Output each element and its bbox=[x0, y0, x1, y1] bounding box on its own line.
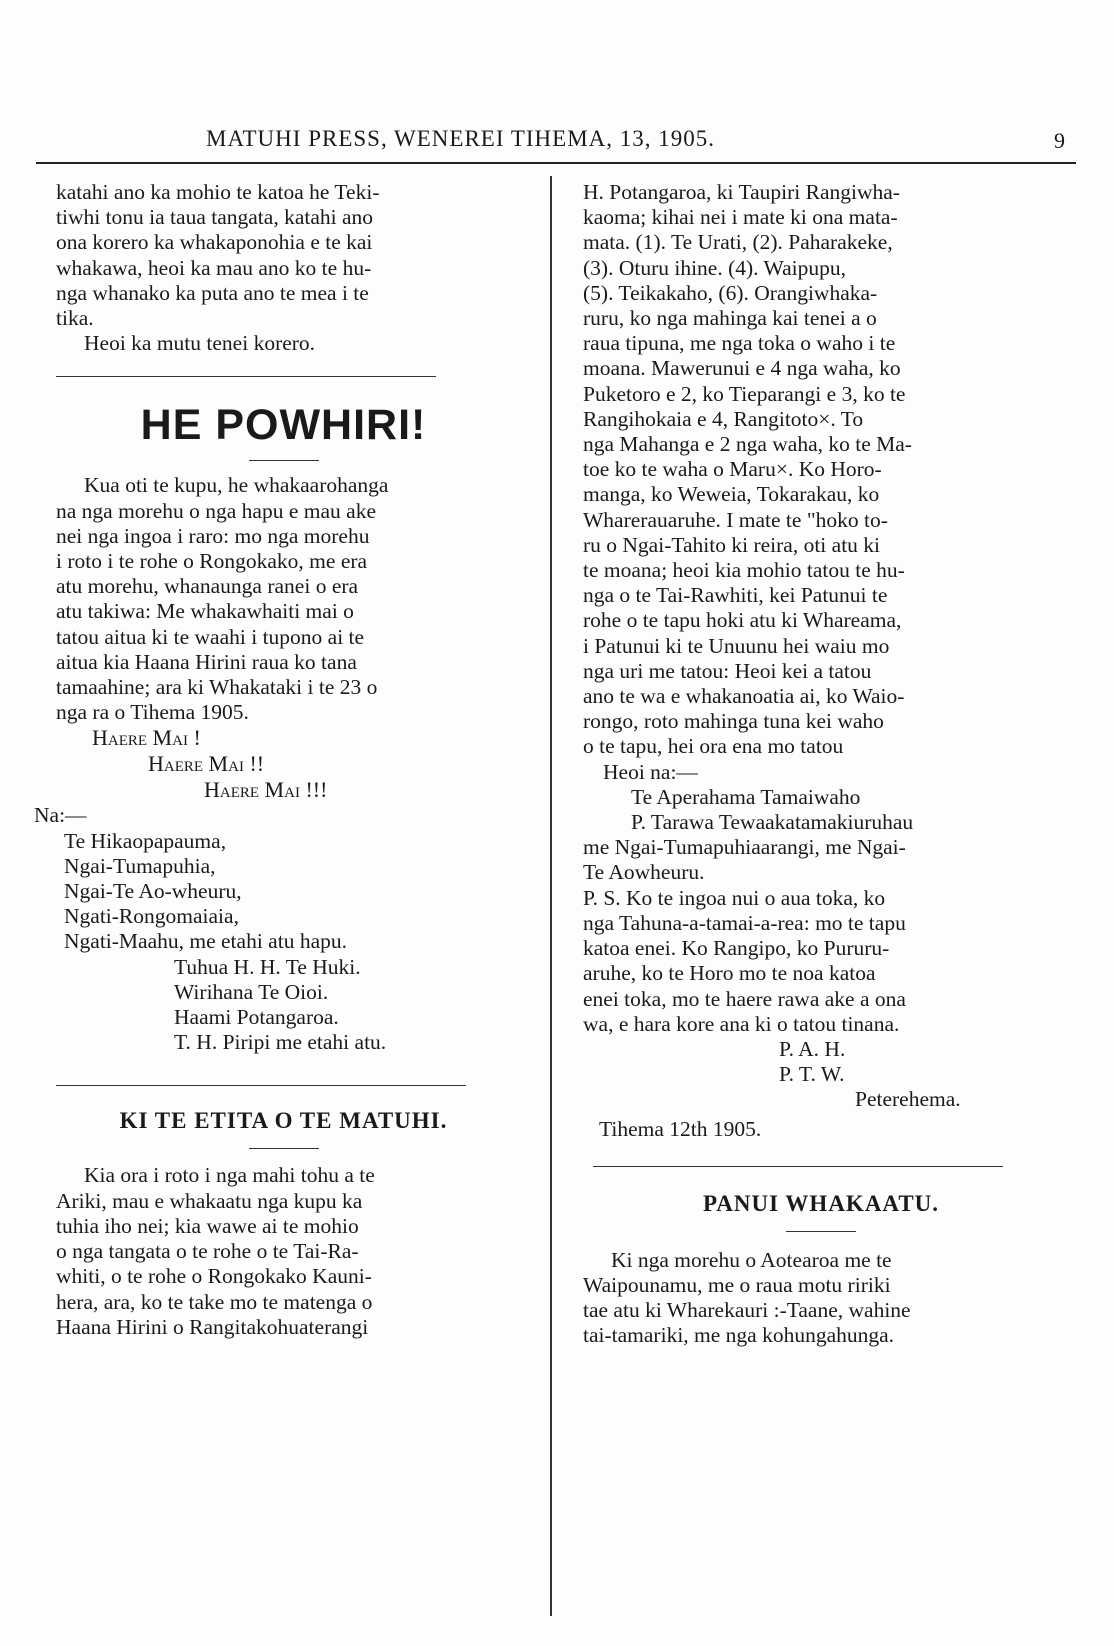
text-line: Rangihokaia e 4, Rangitoto×. To bbox=[583, 406, 864, 431]
text-line: H. Potangaroa, ki Taupiri Rangiwha- bbox=[583, 180, 900, 204]
page-number: 9 bbox=[1054, 128, 1066, 153]
letter-signer: P. Tarawa Tewaakatamakiuruhau bbox=[631, 810, 914, 835]
text-line: Haana Hirini o Rangitakohuaterangi bbox=[56, 1314, 369, 1339]
title-underline bbox=[249, 1148, 319, 1149]
text-line: Kua oti te kupu, he whakaarohanga bbox=[84, 473, 389, 498]
title-underline bbox=[786, 1231, 856, 1232]
text-line: tae atu ki Wharekauri :-Taane, wahine bbox=[583, 1298, 911, 1323]
text-line: katoa enei. Ko Rangipo, ko Pururu- bbox=[583, 936, 890, 961]
text-line: rohe o te tapu hoki atu ki Whareama, bbox=[583, 608, 902, 633]
text-line: Wharerauaruhe. I mate te "hoko to- bbox=[583, 507, 888, 532]
etita-title: KI TE ETITA O TE MATUHI. bbox=[119, 1108, 448, 1134]
text-line: Te Aowheuru. bbox=[583, 860, 705, 885]
text-line: nei nga ingoa i raro: mo nga morehu bbox=[56, 523, 370, 548]
signatory: Wirihana Te Oioi. bbox=[174, 979, 329, 1004]
text-line: raua tipuna, me nga toka o waho i te bbox=[583, 331, 896, 356]
text-line: Ki nga morehu o Aotearoa me te bbox=[611, 1247, 892, 1272]
text-line: nga ra o Tihema 1905. bbox=[56, 700, 249, 725]
text-line: Waipounamu, me o raua motu ririki bbox=[583, 1272, 891, 1297]
text-line: nga Tahuna-a-tamai-a-rea: mo te tapu bbox=[583, 910, 906, 935]
text-line: Kia ora i roto i nga mahi tohu a te bbox=[84, 1163, 375, 1188]
letter-signer: Te Aperahama Tamaiwaho bbox=[631, 784, 861, 809]
text-line: tiwhi tonu ia taua tangata, katahi ano bbox=[56, 205, 374, 230]
initials: P. T. W. bbox=[779, 1062, 845, 1087]
text-line: rongo, roto mahinga tuna kei waho bbox=[583, 709, 884, 734]
text-line: ona korero ka whakaponohia e te kai bbox=[56, 230, 373, 255]
signatory: Haami Potangaroa. bbox=[174, 1005, 339, 1030]
signatories bbox=[56, 955, 511, 1056]
text-line: aruhe, ko te Horo mo te noa katoa bbox=[583, 961, 876, 986]
hapu-list bbox=[56, 829, 511, 955]
intro-end-line: Heoi ka mutu tenei korero. bbox=[84, 331, 316, 356]
initials: P. A. H. bbox=[779, 1036, 846, 1061]
na-label: Na:— bbox=[34, 803, 87, 828]
text-line: tika. bbox=[56, 306, 94, 331]
hapu-item: Te Hikaopapauma, bbox=[64, 828, 227, 853]
text-line: hera, ara, ko te take mo te matenga o bbox=[56, 1289, 373, 1314]
postscript bbox=[583, 886, 1059, 1037]
text-line: i Patunui ki te Unuunu hei waiu mo bbox=[583, 633, 890, 658]
text-line: tamaahine; ara ki Whakataki i te 23 o bbox=[56, 675, 378, 700]
text-line: katahi ano ka mohio te katoa he Teki- bbox=[56, 180, 380, 204]
left-column bbox=[34, 180, 511, 1340]
text-line: nga Mahanga e 2 nga waha, ko te Ma- bbox=[583, 432, 912, 457]
text-line: whiti, o te rohe o Rongokako Kauni- bbox=[56, 1264, 372, 1289]
text-line: enei toka, mo te haere rawa ake a ona bbox=[583, 986, 906, 1011]
text-line: me Ngai-Tumapuhiaarangi, me Ngai- bbox=[583, 835, 906, 860]
text-line: mata. (1). Te Urati, (2). Paharakeke, bbox=[583, 230, 893, 255]
haere-mai-2: Haere Mai !! bbox=[148, 751, 265, 777]
panui-title: PANUI WHAKAATU. bbox=[702, 1190, 940, 1216]
text-line: ru o Ngai-Tahito ki reira, oti atu ki bbox=[583, 532, 881, 557]
text-line: o te tapu, hei ora ena mo tatou bbox=[583, 734, 844, 759]
text-line: te moana; heoi kia mohio tatou te hu- bbox=[583, 558, 905, 583]
text-line: tai-tamariki, me nga kohungahunga. bbox=[583, 1323, 895, 1348]
signatory: T. H. Piripi me etahi atu. bbox=[174, 1030, 387, 1055]
page-header bbox=[36, 118, 1076, 158]
text-line: atu morehu, whanaunga ranei o era bbox=[56, 574, 359, 599]
hapu-item: Ngai-Tumapuhia, bbox=[64, 853, 216, 878]
text-line: kaoma; kihai nei i mate ki ona mata- bbox=[583, 205, 898, 230]
text-line: Ariki, mau e whakaatu nga kupu ka bbox=[56, 1188, 363, 1213]
text-line: nga whanako ka puta ano te mea i te bbox=[56, 280, 369, 305]
right-column bbox=[583, 180, 1059, 1349]
haere-mai-1: Haere Mai ! bbox=[92, 725, 201, 751]
text-line: i roto i te rohe o Rongokako, me era bbox=[56, 549, 368, 574]
panui-body bbox=[583, 1248, 1059, 1349]
hapu-item: Ngati-Maahu, me etahi atu hapu. bbox=[64, 929, 347, 954]
letter-body bbox=[583, 180, 1059, 760]
text-line: whakawa, heoi ka mau ano ko te hu- bbox=[56, 255, 372, 280]
text-line: ano te wa e whakanoatia ai, ko Waio- bbox=[583, 684, 905, 709]
title-underline bbox=[249, 460, 319, 461]
text-line: ruru, ko nga mahinga kai tenei a o bbox=[583, 306, 877, 331]
text-line: manga, ko Weweia, Tokarakau, ko bbox=[583, 482, 880, 507]
signatory: Tuhua H. H. Te Huki. bbox=[174, 954, 361, 979]
text-line: Puketoro e 2, ko Tieparangi e 3, ko te bbox=[583, 381, 906, 406]
column-divider bbox=[550, 176, 552, 1616]
heoi-na: Heoi na:— bbox=[603, 759, 698, 784]
header-rule bbox=[36, 162, 1076, 164]
text-line: atu takiwa: Me whakawhaiti mai o bbox=[56, 599, 354, 624]
hapu-item: Ngati-Rongomaiaia, bbox=[64, 904, 239, 929]
powhiri-title: HE POWHIRI! bbox=[140, 401, 427, 450]
masthead-title: MATUHI PRESS, WENEREI TIHEMA, 13, 1905. bbox=[206, 126, 716, 151]
text-line: wa, e hara kore ana ki o tatou tinana. bbox=[583, 1011, 900, 1036]
text-line: moana. Mawerunui e 4 nga waha, ko bbox=[583, 356, 901, 381]
section-divider bbox=[56, 1085, 466, 1086]
powhiri-body bbox=[56, 473, 511, 725]
text-line: nga uri me tatou: Heoi kei a tatou bbox=[583, 658, 872, 683]
text-line: aitua kia Haana Hirini raua ko tana bbox=[56, 649, 357, 674]
text-line: (5). Teikakaho, (6). Orangiwhaka- bbox=[583, 280, 878, 305]
text-line: o nga tangata o te rohe o te Tai-Ra- bbox=[56, 1239, 359, 1264]
text-line: P. S. Ko te ingoa nui o aua toka, ko bbox=[583, 885, 886, 910]
section-divider bbox=[593, 1166, 1003, 1167]
text-line: (3). Oturu ihine. (4). Waipupu, bbox=[583, 255, 846, 280]
letter-date: Tihema 12th 1905. bbox=[599, 1116, 762, 1141]
text-line: na nga morehu o nga hapu e mau ake bbox=[56, 498, 376, 523]
hapu-item: Ngai-Te Ao-wheuru, bbox=[64, 879, 242, 904]
text-line: toe ko te waha o Maru×. Ko Horo- bbox=[583, 457, 882, 482]
text-line: tuhia iho nei; kia wawe ai te mohio bbox=[56, 1213, 359, 1238]
intro-paragraph bbox=[56, 180, 511, 356]
etita-body bbox=[56, 1163, 511, 1339]
text-line: tatou aitua ki te waahi i tupono ai te bbox=[56, 624, 365, 649]
text-line: nga o te Tai-Rawhiti, kei Patunui te bbox=[583, 583, 888, 608]
signer-name: Peterehema. bbox=[855, 1087, 961, 1112]
section-divider bbox=[56, 376, 436, 377]
haere-mai-3: Haere Mai !!! bbox=[204, 777, 328, 803]
